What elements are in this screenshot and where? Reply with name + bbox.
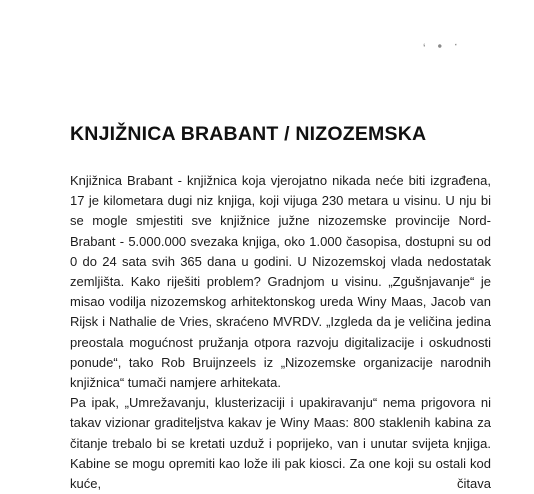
article-body [70, 171, 491, 494]
paragraph-1: Knjižnica Brabant - knjižnica koja vjerojatno nikada neće biti izgrađena, 17 je kilometara dugi niz knjiga, koji vijuga 230 metara u visinu. U nju bi se mogle smjestiti sve knjižnice južne nizozemske provincije Nord-Brabant - 5.000.000 svezaka knjiga, oko 1.000 časopisa, dostupni su od 0 do 24 sata svih 365 dana u godini. U Nizozemskoj vlada nedostatak zemljišta. Kako riješiti problem? Gradnjom u visinu. „Zgušnjavanje“ je misao vodilja nizozemskog arhitektonskog ureda Winy Maas, Jacob van Rijsk i Nathalie de Vries, skraćeno MVRDV. „Izgleda da je veličina jedina preostala mogućnost pružanja otpora razvoju digitalizacije i oskudnosti ponude“, tako Rob Bruijnzeels iz „Nizozemske organizacije narodnih knjižnica“ tumači namjere arhitekata. [70, 173, 491, 391]
page-title: KNJIŽNICA BRABANT / NIZOZEMSKA [70, 123, 427, 145]
paragraph-2: Pa ipak, „Umrežavanju, klusterizaciji i upakiravanju“ nema prigovora ni takav vizionar graditeljstva kakav je Winy Maas: 800 staklenih kabina za čitanje trebalo bi se kretati uzduž i poprijeko, van i unutar svijeta knjiga. Kabine se mogu opremiti kao lože ili pak kiosci. Za one koji su ostali kod kuće, čitava [70, 395, 491, 492]
scan-artifact: ‘ • · [422, 35, 463, 56]
